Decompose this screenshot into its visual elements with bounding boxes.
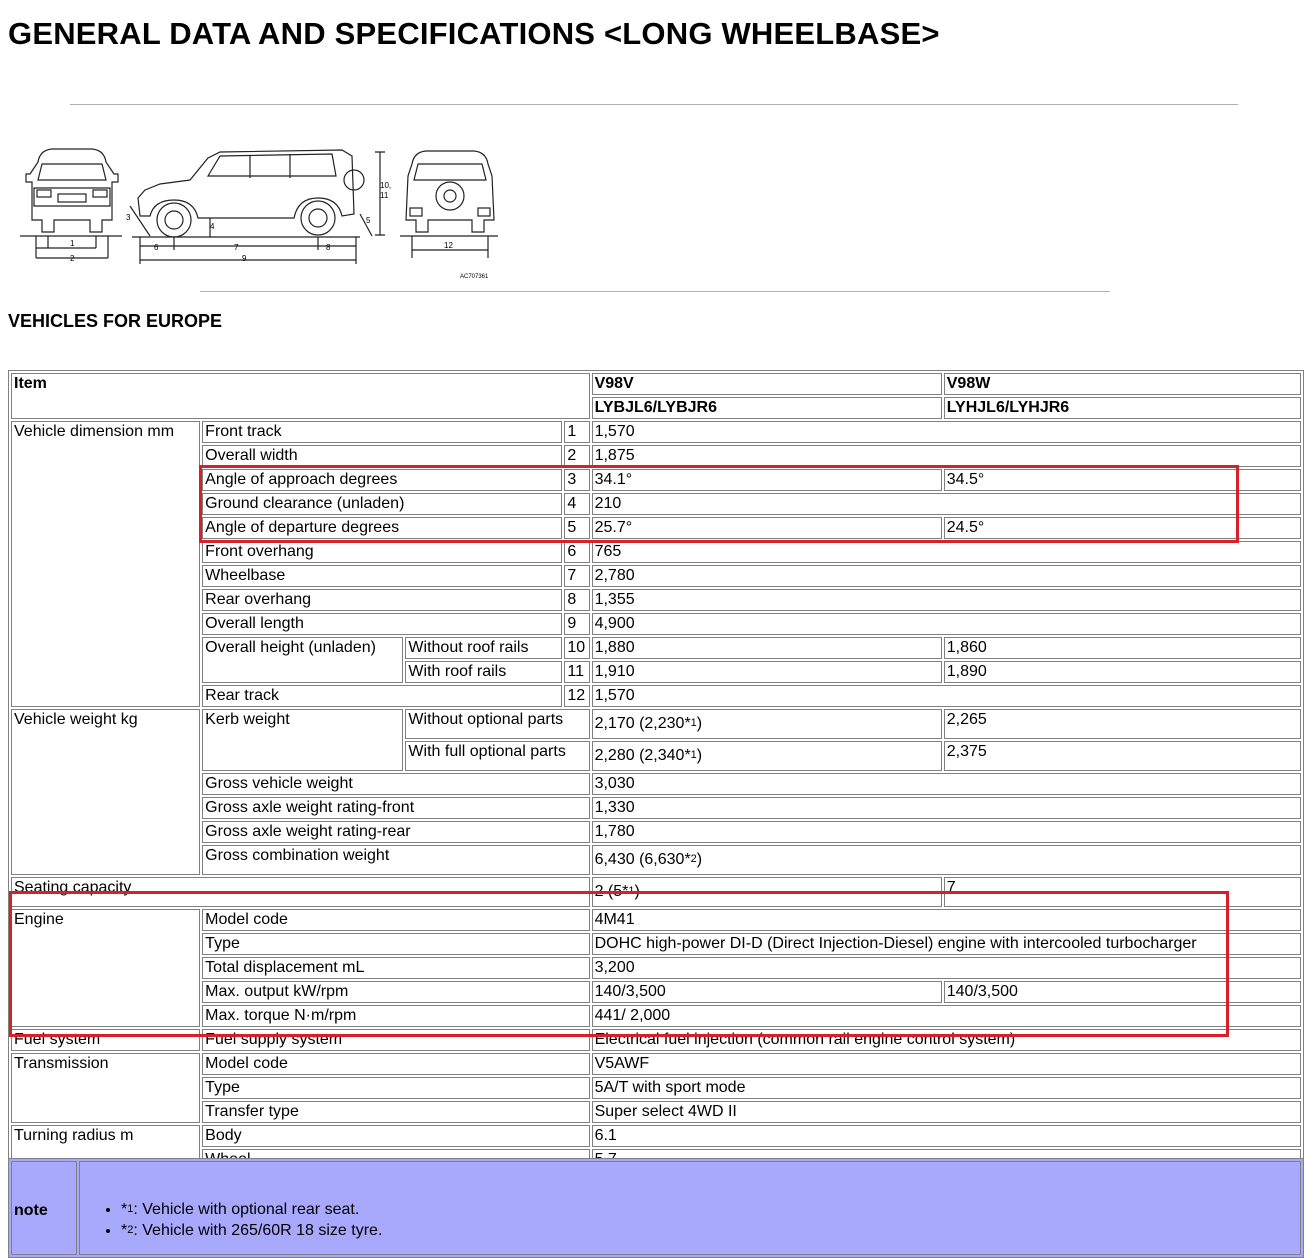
table-cell: Body <box>202 1125 589 1147</box>
diagram-label-7: 7 <box>234 243 239 252</box>
table-cell: Seating capacity <box>11 877 590 907</box>
table-cell: 2,780 <box>592 565 1301 587</box>
table-row <box>11 1077 1301 1099</box>
table-cell: 10 <box>564 637 589 659</box>
header-col2-model: V98W <box>944 373 1301 395</box>
table-cell: Max. output kW/rpm <box>202 981 589 1003</box>
group-label: Engine <box>11 909 200 1027</box>
table-cell: Ground clearance (unladen) <box>202 493 562 515</box>
table-cell: Max. torque N·m/rpm <box>202 1005 589 1027</box>
table-cell: 6,430 (6,630*$^2$) <box>592 845 1301 875</box>
table-cell: 12 <box>564 685 589 707</box>
table-cell: 1,570 <box>592 421 1301 443</box>
table-cell: 6 <box>564 541 589 563</box>
table-cell: 5 <box>564 517 589 539</box>
diagram-label-8: 8 <box>326 243 331 252</box>
table-row <box>11 469 1301 491</box>
diagram-label-1: 1 <box>70 239 75 248</box>
table-cell: 3,200 <box>592 957 1301 979</box>
header-item: Item <box>11 373 590 419</box>
table-row <box>11 821 1301 843</box>
table-cell: 7 <box>564 565 589 587</box>
table-cell: DOHC high-power DI-D (Direct Injection-Diesel) engine with intercooled turbocharger <box>592 933 1301 955</box>
table-cell: 2 <box>564 445 589 467</box>
table-cell: 7 <box>944 877 1301 907</box>
table-row <box>11 637 1301 659</box>
table-cell: Gross axle weight rating-rear <box>202 821 589 843</box>
table-cell: Fuel supply system <box>202 1029 589 1051</box>
table-cell: 3 <box>564 469 589 491</box>
note-label: note <box>11 1161 77 1255</box>
group-label: Vehicle weight kg <box>11 709 200 875</box>
table-cell: Transfer type <box>202 1101 589 1123</box>
table-row <box>11 613 1301 635</box>
table-cell: 210 <box>592 493 1301 515</box>
table-cell: Kerb weight <box>202 709 403 771</box>
table-row <box>11 933 1301 955</box>
table-row <box>11 373 1301 395</box>
table-row <box>11 1101 1301 1123</box>
table-cell: 765 <box>592 541 1301 563</box>
table-cell: Angle of departure degrees <box>202 517 562 539</box>
diagram-label-9: 9 <box>242 254 247 263</box>
table-row <box>11 445 1301 467</box>
table-cell: Overall length <box>202 613 562 635</box>
table-cell: 140/3,500 <box>592 981 942 1003</box>
table-row <box>11 1005 1301 1027</box>
table-cell: 1,330 <box>592 797 1301 819</box>
table-cell: 6.1 <box>592 1125 1301 1147</box>
table-cell: Overall height (unladen) <box>202 637 403 683</box>
table-row <box>11 981 1301 1003</box>
table-cell: 34.5° <box>944 469 1301 491</box>
table-cell: 2,375 <box>944 741 1301 771</box>
table-cell: Type <box>202 933 589 955</box>
diagram-label-12: 12 <box>444 241 453 250</box>
table-cell: Without optional parts <box>405 709 589 739</box>
table-row <box>11 565 1301 587</box>
group-label: Transmission <box>11 1053 200 1123</box>
diagram-labels <box>70 181 489 280</box>
section-title: VEHICLES FOR EUROPE <box>8 311 223 331</box>
table-cell: 1,910 <box>592 661 942 683</box>
table-cell: 1,780 <box>592 821 1301 843</box>
table-cell: 11 <box>564 661 589 683</box>
note-content <box>79 1161 1301 1255</box>
diagram-label-5: 5 <box>366 216 371 225</box>
table-cell: Gross combination weight <box>202 845 589 875</box>
table-row <box>11 421 1301 443</box>
table-cell: 25.7° <box>592 517 942 539</box>
table-row <box>11 1029 1301 1051</box>
diagram-label-3: 3 <box>126 213 131 222</box>
table-row <box>11 845 1301 875</box>
table-row <box>11 1053 1301 1075</box>
diagram-label-2: 2 <box>70 254 75 263</box>
table-cell: 2,265 <box>944 709 1301 739</box>
table-cell: With full optional parts <box>405 741 589 771</box>
table-cell: With roof rails <box>405 661 562 683</box>
table-cell: Overall width <box>202 445 562 467</box>
table-cell: Electrical fuel injection (common rail engine control system) <box>592 1029 1301 1051</box>
vehicle-dimension-diagram <box>20 140 510 285</box>
table-cell: 4M41 <box>592 909 1301 931</box>
table-cell: Model code <box>202 1053 589 1075</box>
group-label: Vehicle dimension mm <box>11 421 200 707</box>
table-cell: 1,880 <box>592 637 942 659</box>
table-row <box>11 541 1301 563</box>
note-list <box>81 1163 1299 1241</box>
page-title: GENERAL DATA AND SPECIFICATIONS <LONG WHEELBASE> <box>8 16 940 51</box>
table-row <box>11 1125 1301 1147</box>
table-row <box>11 517 1301 539</box>
table-cell: 24.5° <box>944 517 1301 539</box>
diagram-code: AC707361 <box>460 274 489 280</box>
table-cell: 1,860 <box>944 637 1301 659</box>
diagram-label-11: 11 <box>380 191 389 200</box>
specifications-table <box>8 370 1304 1174</box>
table-cell: Front overhang <box>202 541 562 563</box>
table-cell: Gross vehicle weight <box>202 773 589 795</box>
table-cell: 1,570 <box>592 685 1301 707</box>
table-cell: 2,280 (2,340*$^1$) <box>592 741 942 771</box>
diagram-label-10: 10, <box>380 181 392 190</box>
side-view-drawing <box>130 150 385 264</box>
table-cell: 441/ 2,000 <box>592 1005 1301 1027</box>
table-cell: 34.1° <box>592 469 942 491</box>
table-cell: 4 <box>564 493 589 515</box>
table-cell: 8 <box>564 589 589 611</box>
table-cell: Model code <box>202 909 589 931</box>
list-item: • *$^2$: Vehicle with 265/60R 18 size tyre. <box>121 1220 1299 1241</box>
table-row <box>11 685 1301 707</box>
header-col1-code: LYBJL6/LYBJR6 <box>592 397 942 419</box>
table-cell: V5AWF <box>592 1053 1301 1075</box>
table-cell: Super select 4WD II <box>592 1101 1301 1123</box>
table-cell: Type <box>202 1077 589 1099</box>
table-cell: 1,875 <box>592 445 1301 467</box>
table-cell: 1,355 <box>592 589 1301 611</box>
group-label: Fuel system <box>11 1029 200 1051</box>
table-cell: Without roof rails <box>405 637 562 659</box>
group-label: Turning radius m <box>11 1125 200 1171</box>
table-cell: Front track <box>202 421 562 443</box>
table-cell: 3,030 <box>592 773 1301 795</box>
table-cell: Total displacement mL <box>202 957 589 979</box>
diagram-label-6: 6 <box>154 243 159 252</box>
table-cell: Angle of approach degrees <box>202 469 562 491</box>
list-item: • *$^1$: Vehicle with optional rear seat. <box>121 1199 1299 1220</box>
table-cell: Gross axle weight rating-front <box>202 797 589 819</box>
figure-divider <box>200 291 1110 292</box>
table-cell: 2,170 (2,230*$^1$) <box>592 709 942 739</box>
table-cell: Wheelbase <box>202 565 562 587</box>
diagram-label-4: 4 <box>210 222 215 231</box>
table-row <box>11 877 1301 907</box>
table-cell: 9 <box>564 613 589 635</box>
table-cell: 140/3,500 <box>944 981 1301 1003</box>
note-box <box>8 1158 1304 1258</box>
table-cell: Rear track <box>202 685 562 707</box>
table-cell: 2 (5*$^1$) <box>592 877 942 907</box>
table-row <box>11 909 1301 931</box>
table-cell: Rear overhang <box>202 589 562 611</box>
table-row <box>11 493 1301 515</box>
top-divider <box>70 104 1238 105</box>
table-row <box>11 589 1301 611</box>
table-row <box>11 709 1301 739</box>
table-row <box>11 957 1301 979</box>
header-col2-code: LYHJL6/LYHJR6 <box>944 397 1301 419</box>
table-cell: 1,890 <box>944 661 1301 683</box>
table-cell: 4,900 <box>592 613 1301 635</box>
table-row <box>11 797 1301 819</box>
table-row <box>11 773 1301 795</box>
table-cell: 1 <box>564 421 589 443</box>
table-cell: 5A/T with sport mode <box>592 1077 1301 1099</box>
header-col1-model: V98V <box>592 373 942 395</box>
